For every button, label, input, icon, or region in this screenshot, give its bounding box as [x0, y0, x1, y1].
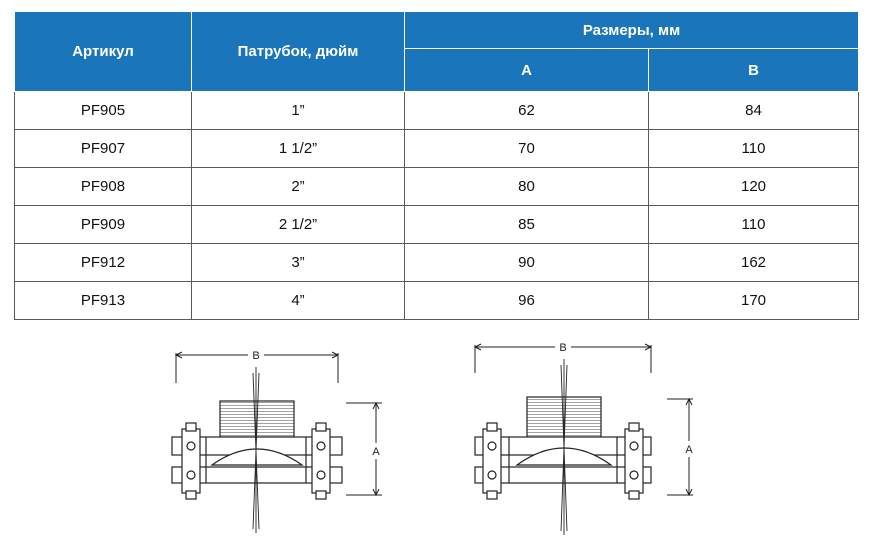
header-b: B — [649, 49, 859, 92]
header-nozzle: Патрубок, дюйм — [192, 12, 405, 92]
cell-b: 84 — [649, 92, 859, 130]
dimensions-table — [14, 11, 859, 320]
dimension-a-label: A — [372, 446, 380, 458]
cell-a: 80 — [405, 168, 649, 206]
cell-b: 170 — [649, 282, 859, 320]
cell-nozzle: 4” — [192, 282, 405, 320]
cell-article: PF905 — [15, 92, 192, 130]
cell-nozzle: 2 1/2” — [192, 206, 405, 244]
cell-article: PF913 — [15, 282, 192, 320]
table-row — [15, 130, 859, 168]
cell-nozzle: 3” — [192, 244, 405, 282]
cell-article: PF909 — [15, 206, 192, 244]
header-article: Артикул — [15, 12, 192, 92]
cell-a: 85 — [405, 206, 649, 244]
table-row — [15, 206, 859, 244]
cell-b: 120 — [649, 168, 859, 206]
cell-b: 162 — [649, 244, 859, 282]
cell-a: 90 — [405, 244, 649, 282]
flange-drawing-svg — [160, 333, 400, 543]
cell-b: 110 — [649, 130, 859, 168]
flange-drawing-svg — [465, 333, 705, 543]
table-row — [15, 282, 859, 320]
cell-article: PF907 — [15, 130, 192, 168]
header-a: A — [405, 49, 649, 92]
cell-a: 96 — [405, 282, 649, 320]
table-row — [15, 92, 859, 130]
cell-article: PF912 — [15, 244, 192, 282]
cell-article: PF908 — [15, 168, 192, 206]
cell-b: 110 — [649, 206, 859, 244]
cell-nozzle: 1 1/2” — [192, 130, 405, 168]
flange-drawing-2 — [465, 333, 705, 548]
header-dimensions: Размеры, мм — [405, 12, 859, 49]
flange-drawing-1 — [160, 333, 400, 548]
dimension-a-label: A — [685, 444, 693, 456]
table-row — [15, 168, 859, 206]
cell-a: 70 — [405, 130, 649, 168]
cell-nozzle: 1” — [192, 92, 405, 130]
dimension-b-label: B — [252, 350, 260, 362]
cell-nozzle: 2” — [192, 168, 405, 206]
dimension-b-label: B — [559, 342, 567, 354]
cell-a: 62 — [405, 92, 649, 130]
table-row — [15, 244, 859, 282]
